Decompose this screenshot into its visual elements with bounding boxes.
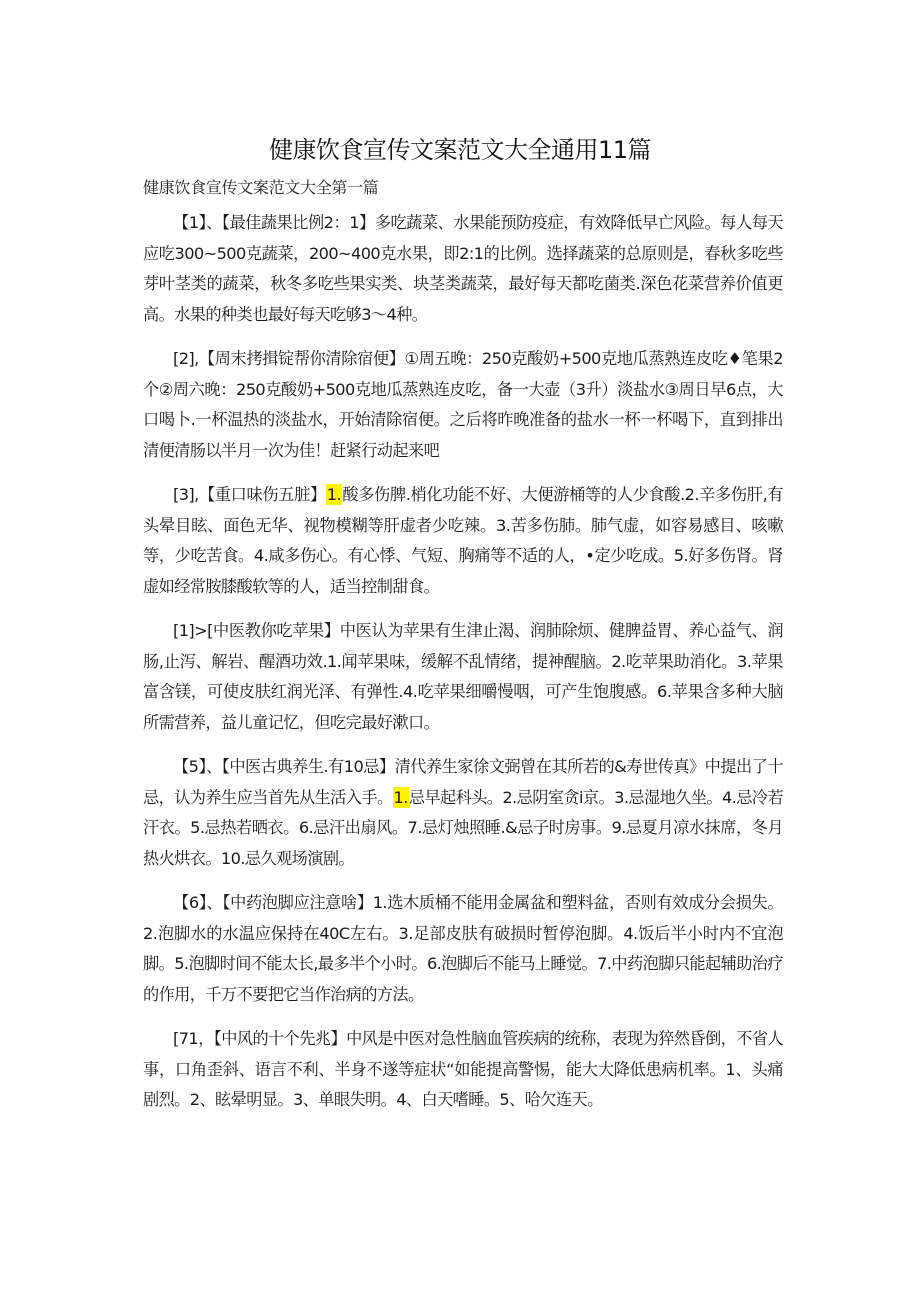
paragraph-6: 【6】、【中药泡脚应注意啥】1.选木质桶不能用金属盆和塑料盆，否则有效成分会损失。2.泡脚水的水温应保持在40C左右。3.足部皮肤有破损时暂停泡脚。4.饭后半小时内不宜泡脚。5.泡脚时间不能太长,最多半个小时。6.泡脚后不能马上睡觉。7.中药泡脚只能起辅助治疗的作用，千万不要把它当作治病的方法。 [143, 893, 783, 1004]
paragraph-3 [143, 480, 783, 602]
paragraph-5 [143, 752, 783, 874]
highlight-mark: 1. [393, 787, 408, 807]
paragraph-5-lead: 【5】、【中医古典养生.有10忌】清代养生家徐文弼曾在其所若的&寿世传真》中提出了十忌，认为养生应当首先从生活入手。 [143, 757, 783, 807]
paragraph-3-lead: [3],【重口味伤五脏】 [173, 485, 326, 504]
document-title: 健康饮食宣传文案范文大全通用11篇 [268, 136, 652, 164]
paragraph-3-rest: 酸多伤脾.梢化功能不好、大便游桶等的人少食酸.2.辛多伤肝,有头晕目眩、面色无华、视物模糊等肝虚者少吃辣。3.苦多伤肺。肺气虚，如容易感目、咳嗽等，少吃苦食。4.咸多伤心。有心悸、气短、胸痛等不适的人，•定少吃成。5.好多伤肾。肾虚如经常胺膝酸软等的人，适当控制甜食。 [143, 485, 783, 596]
paragraph-4: [1]>[中医教你吃苹果】中医认为苹果有生津止渴、润肺除烦、健脾益胃、养心益气、润肠,止泻、解岩、醒酒功效.1.闻苹果味，缓解不乱情绪，提神醒脑。2.吃苹果助消化。3.苹果富含镁，可使皮肤红润光泽、有弹性.4.吃苹果细嚼慢咽，可产生饱腹感。6.苹果含多种大脑所需营养，益儿童记忆，但吃完最好漱口。 [143, 621, 783, 732]
paragraph-5-rest: 忌早起科头。2.忌阴室贪i京。3.忌湿地久坐。4.忌冷若汗衣。5.忌热若晒衣。6.忌汗出扇风。7.忌灯烛照睡.&忌子时房事。9.忌夏月凉水抹席，冬月热火烘衣。10.忌久观场演剧。 [143, 787, 783, 868]
section-heading: 健康饮食宣传文案范文大全第一篇 [143, 178, 379, 197]
paragraph-2: [2],【周末拷揖锭帮你清除宿便】①周五晚：250克酸奶+500克地瓜蒸熟连皮吃♦笔果2个②周六晚：250克酸奶+500克地瓜蒸熟连皮吃，备一大壶（3升）淡盐水③周日早6点，大口喝卜.一杯温热的淡盐水，开始清除宿便。之后将昨晚准备的盐水一杯一杯喝下，直到排出清便清肠以半月一次为佳！赶紧行动起来吧 [143, 349, 783, 460]
highlight-mark: 1. [326, 485, 342, 504]
paragraph-1: 【1】、【最佳蔬果比例2：1】多吃蔬菜、水果能预防疫症，有效降低早亡风险。每人每天应吃300~500克蔬菜，200~400克水果，即2:1的比例。选择蔬菜的总原则是，春秋多吃些芽叶茎类的蔬菜，秋冬多吃些果实类、块茎类蔬菜，最好每天都吃菌类.深色花菜营养价值更高。水果的种类也最好每天吃够3～4种。 [143, 213, 783, 324]
document-body [143, 208, 783, 1130]
paragraph-7: [71，【中风的十个先兆】中风是中医对急性脑血管疾病的统称，表现为猝然昏倒，不省人事，口角歪斜、语言不利、半身不遂等症状“如能提高警惕，能大大降低患病机率。1、头痛剧烈。2、眩晕明显。3、单眼失明。4、白天嗜睡。5、哈欠连天。 [143, 1029, 783, 1109]
